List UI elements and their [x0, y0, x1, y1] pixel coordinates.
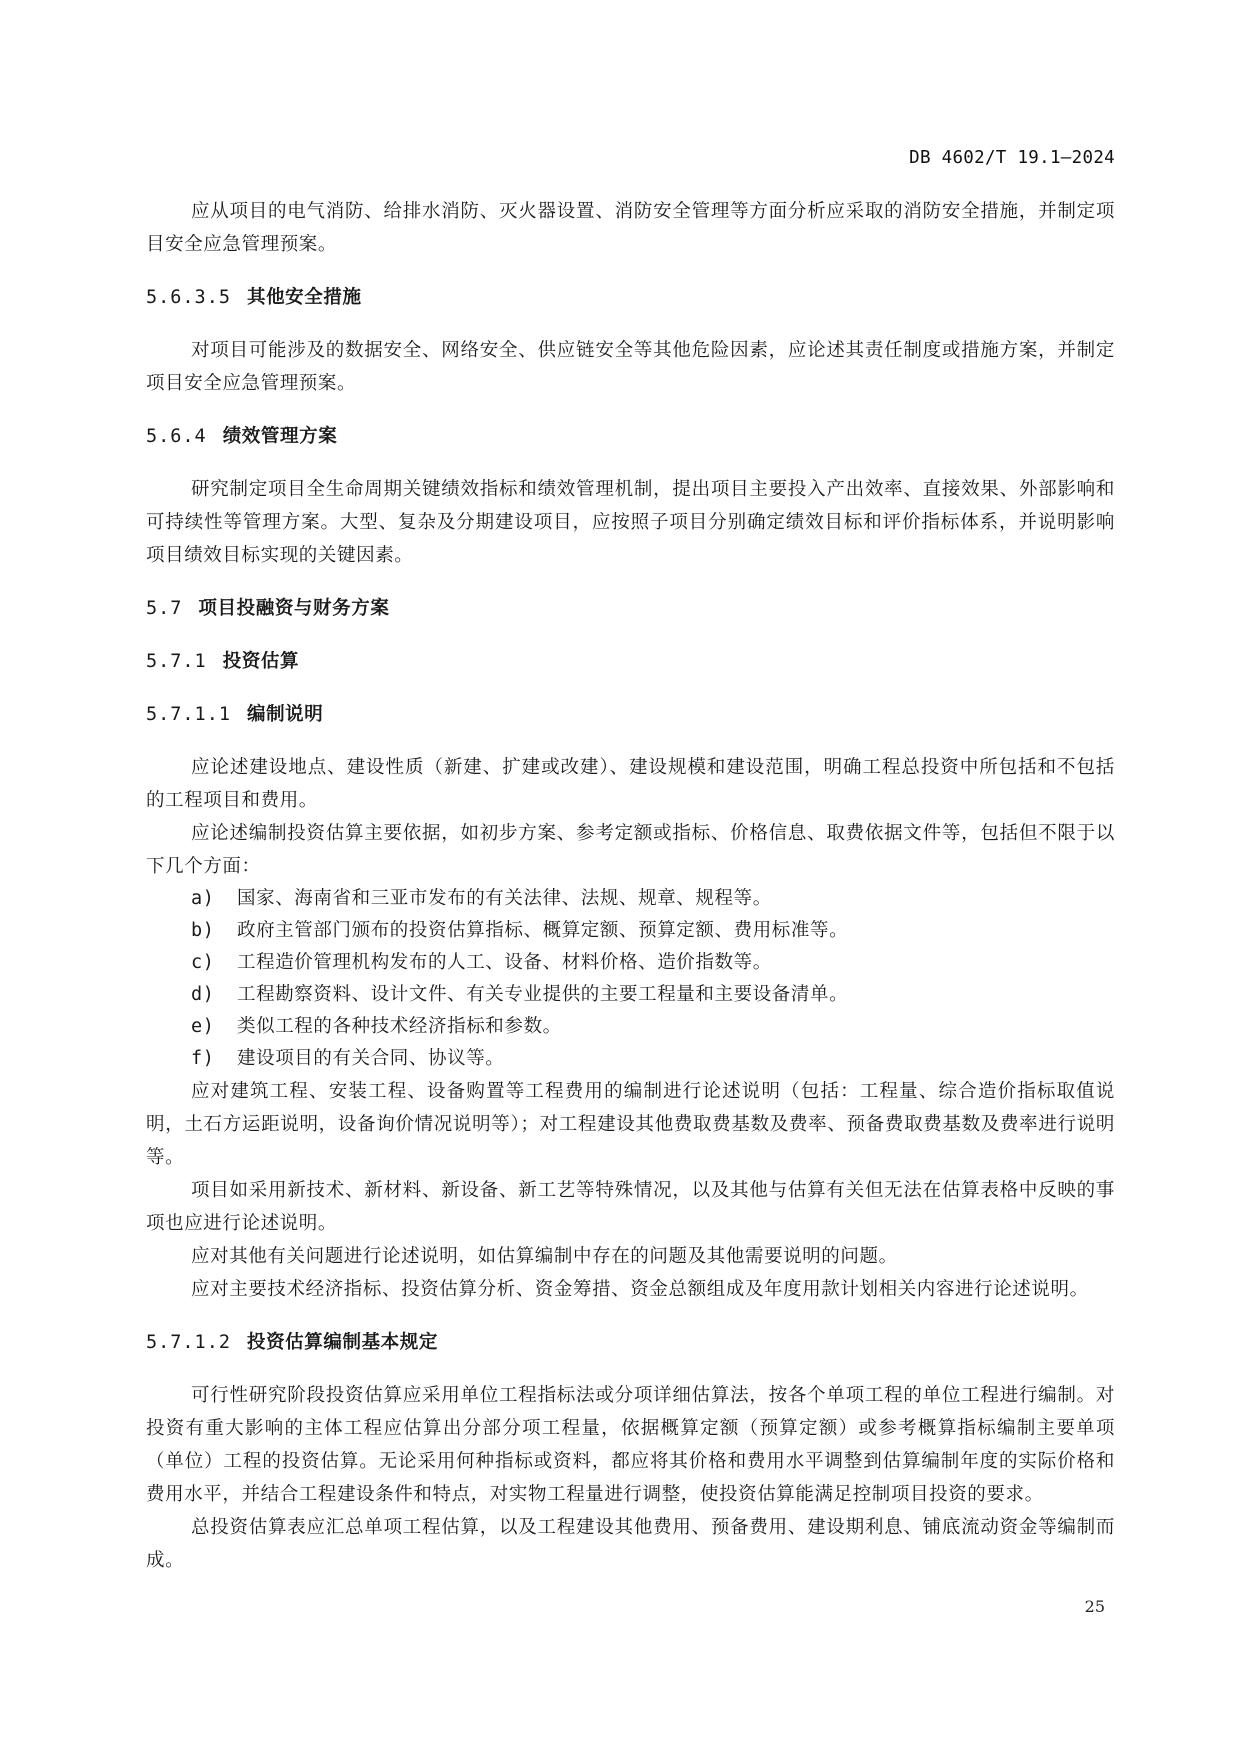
list-item [146, 915, 1115, 947]
heading-5-7 [146, 592, 1115, 625]
heading-title: 投资估算 [222, 651, 300, 672]
list-marker: c) [191, 952, 215, 973]
list-marker: b) [191, 920, 215, 941]
heading-title: 其他安全措施 [246, 287, 362, 308]
paragraph: 应对主要技术经济指标、投资估算分析、资金筹措、资金总额组成及年度用款计划相关内容进行论述说明。 [191, 1279, 1089, 1300]
heading-title: 绩效管理方案 [222, 426, 338, 447]
list-marker: e) [191, 1016, 215, 1037]
heading-number: 5.7.1.2 [146, 1332, 231, 1353]
list-text: 政府主管部门颁布的投资估算指标、概算定额、预算定额、费用标准等。 [237, 920, 849, 941]
list-item [146, 1011, 1115, 1043]
basis-list [146, 883, 1115, 1075]
paragraph: 对项目可能涉及的数据安全、网络安全、供应链安全等其他危险因素，应论述其责任制度或措施方案，并制定项目安全应急管理预案。 [146, 340, 1115, 394]
heading-5-6-4 [146, 420, 1115, 453]
heading-title: 项目投融资与财务方案 [198, 598, 390, 619]
paragraph: 项目如采用新技术、新材料、新设备、新工艺等特殊情况，以及其他与估算有关但无法在估算表格中反映的事项也应进行论述说明。 [146, 1180, 1115, 1234]
page-content [146, 195, 1115, 1577]
heading-number: 5.7.1 [146, 651, 207, 672]
list-text: 国家、海南省和三亚市发布的有关法律、法规、规章、规程等。 [237, 888, 772, 909]
list-item [146, 979, 1115, 1011]
heading-number: 5.6.4 [146, 426, 207, 447]
document-code: DB 4602/T 19.1—2024 [909, 148, 1115, 168]
list-text: 类似工程的各种技术经济指标和参数。 [237, 1016, 562, 1037]
heading-number: 5.7.1.1 [146, 704, 231, 725]
paragraph: 应论述编制投资估算主要依据，如初步方案、参考定额或指标、价格信息、取费依据文件等，包括但不限于以下几个方面： [146, 823, 1115, 877]
paragraph: 应对建筑工程、安装工程、设备购置等工程费用的编制进行论述说明（包括：工程量、综合造价指标取值说明，土石方运距说明，设备询价情况说明等）；对工程建设其他费取费基数及费率、预备费取费基数及费率进行说明等。 [146, 1081, 1115, 1168]
paragraph: 可行性研究阶段投资估算应采用单位工程指标法或分项详细估算法，按各个单项工程的单位工程进行编制。对投资有重大影响的主体工程应估算出分部分项工程量，依据概算定额（预算定额）或参考概算指标编制主要单项（单位）工程的投资估算。无论采用何种指标或资料，都应将其价格和费用水平调整到估算编制年度的实际价格和费用水平，并结合工程建设条件和特点，对实物工程量进行调整，使投资估算能满足控制项目投资的要求。 [146, 1385, 1115, 1505]
paragraph: 应论述建设地点、建设性质（新建、扩建或改建）、建设规模和建设范围，明确工程总投资中所包括和不包括的工程项目和费用。 [146, 757, 1115, 811]
heading-5-7-1-2 [146, 1326, 1115, 1359]
list-marker: f) [191, 1048, 215, 1069]
list-text: 工程造价管理机构发布的人工、设备、材料价格、造价指数等。 [237, 952, 772, 973]
heading-number: 5.6.3.5 [146, 287, 231, 308]
page-number: 25 [1084, 1597, 1105, 1616]
list-item [146, 947, 1115, 979]
list-marker: d) [191, 984, 215, 1005]
heading-5-6-3-5 [146, 281, 1115, 314]
heading-title: 投资估算编制基本规定 [246, 1332, 438, 1353]
paragraph: 应从项目的电气消防、给排水消防、灭火器设置、消防安全管理等方面分析应采取的消防安全措施，并制定项目安全应急管理预案。 [146, 201, 1115, 255]
list-item [146, 1043, 1115, 1075]
list-item [146, 883, 1115, 915]
heading-5-7-1-1 [146, 698, 1115, 731]
list-text: 建设项目的有关合同、协议等。 [237, 1048, 505, 1069]
paragraph: 应对其他有关问题进行论述说明，如估算编制中存在的问题及其他需要说明的问题。 [191, 1246, 898, 1267]
heading-number: 5.7 [146, 598, 183, 619]
heading-5-7-1 [146, 645, 1115, 678]
heading-title: 编制说明 [246, 704, 324, 725]
paragraph: 研究制定项目全生命周期关键绩效指标和绩效管理机制，提出项目主要投入产出效率、直接效果、外部影响和可持续性等管理方案。大型、复杂及分期建设项目，应按照子项目分别确定绩效目标和评价指标体系，并说明影响项目绩效目标实现的关键因素。 [146, 479, 1115, 566]
paragraph: 总投资估算表应汇总单项工程估算，以及工程建设其他费用、预备费用、建设期利息、铺底流动资金等编制而成。 [146, 1517, 1115, 1571]
list-marker: a) [191, 888, 215, 909]
list-text: 工程勘察资料、设计文件、有关专业提供的主要工程量和主要设备清单。 [237, 984, 849, 1005]
